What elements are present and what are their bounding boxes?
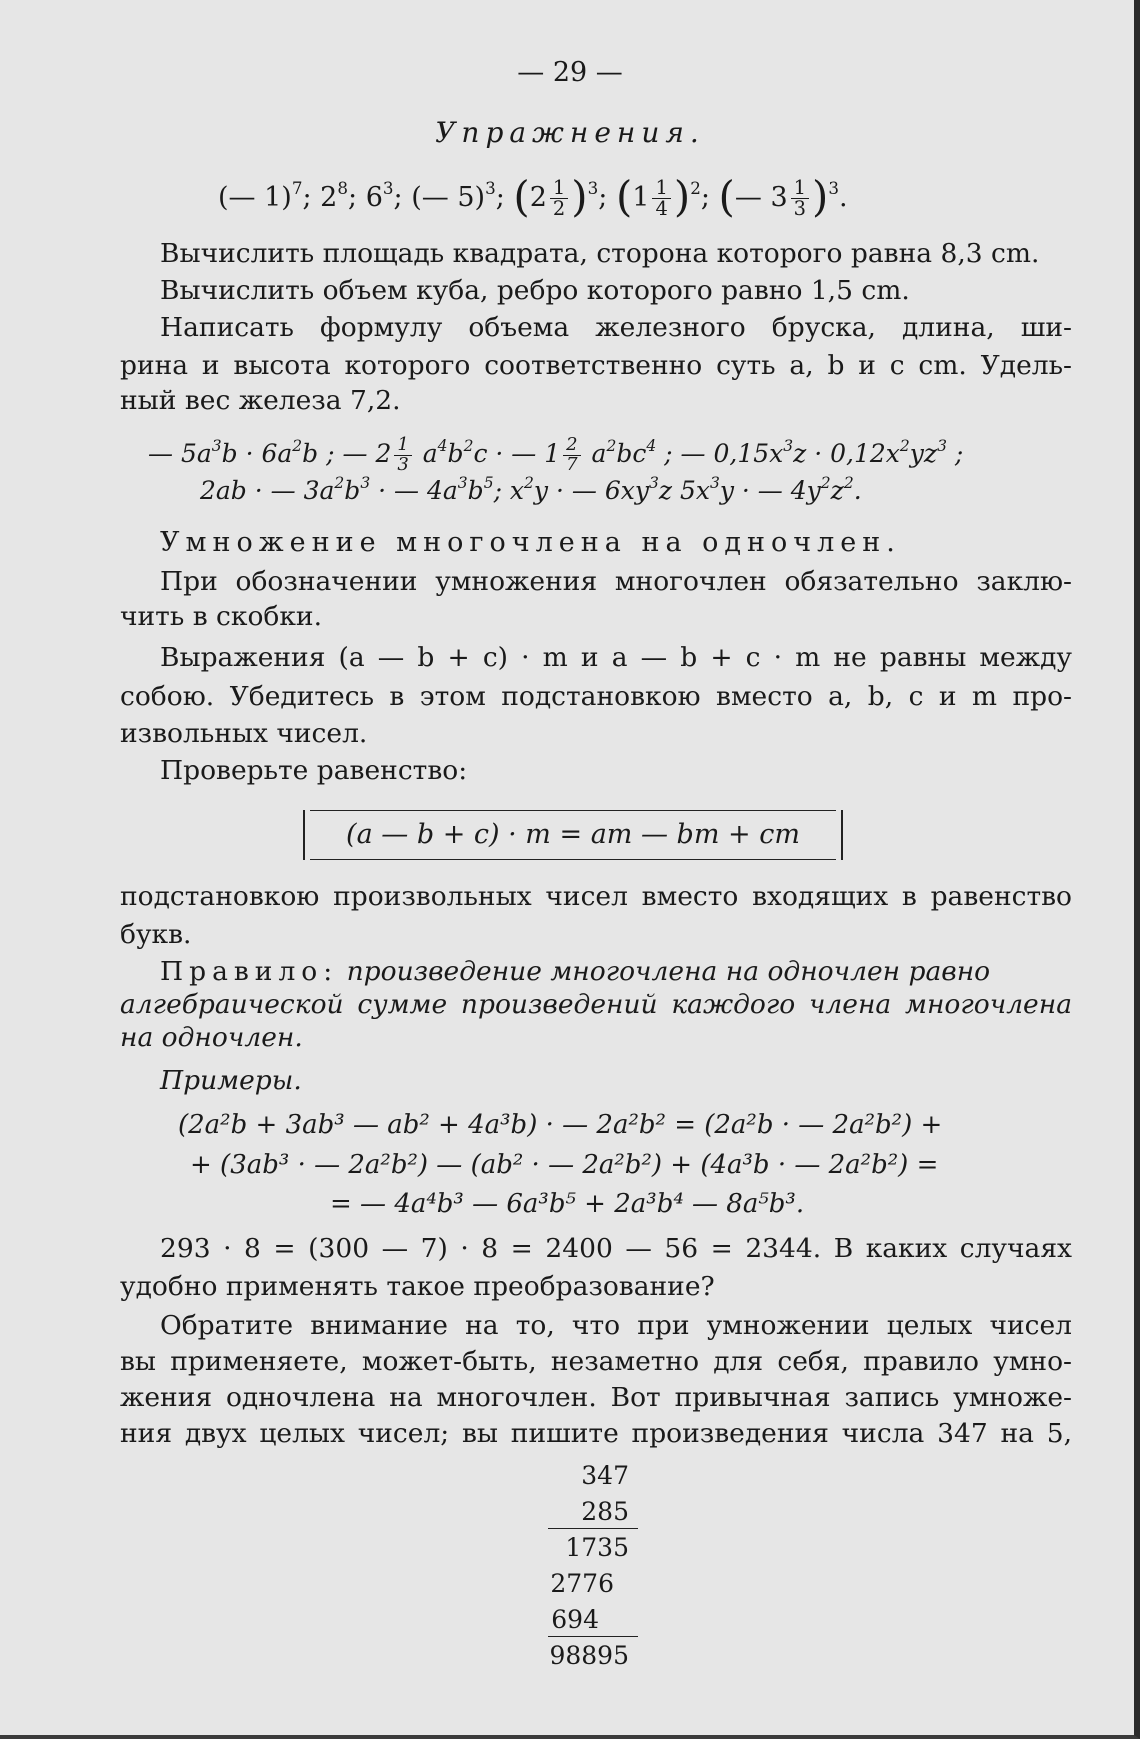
example-line-1: (2a²b + 3ab³ — ab² + 4a³b) · — 2a²b² = (2a²b · — 2a²b²) + xyxy=(178,1110,943,1140)
bar-task-line-3: ный вес железа 7,2. xyxy=(120,385,401,416)
cube-task: Вычислить объем куба, ребро которого равно 1,5 cm. xyxy=(160,275,910,306)
para5-line-2: вы применяете, может-быть, незаметно для себя, правило умно- xyxy=(120,1346,1072,1377)
para3-line-1: подстановкою произвольных чисел вместо входящих в равенство xyxy=(120,881,1072,912)
partial-product-3: 694 xyxy=(551,1605,599,1634)
rule-line-3: на одночлен. xyxy=(120,1022,303,1053)
para5-line-3: жения одночлена на многочлен. Вот привычная запись умноже- xyxy=(120,1382,1072,1413)
boxed-formula-text: (a — b + c) · m = am — bm + cm xyxy=(310,810,836,860)
para4-line-2: удобно применять такое преобразование? xyxy=(120,1271,715,1302)
multiplier: 285 xyxy=(581,1497,629,1526)
check-label: Проверьте равенство: xyxy=(160,755,468,786)
para2-line-1: Выражения (a — b + c) · m и a — b + c · m не равны между xyxy=(160,642,1072,673)
example-line-2: + (3ab³ · — 2a²b²) — (ab² · — 2a²b²) + (4a³b · — 2a²b²) = xyxy=(190,1150,939,1180)
rule-label: Правило: xyxy=(160,956,339,987)
monomials-line-2: 2ab · — $3a^2b^3$ · — $4a^3b^5$; $x^2y$ · — $6xy^3z$ $5x^3y$ · — $4y^2z^2$. xyxy=(200,474,862,505)
rule-line-2: алгебраической сумме произведений каждого члена многочлена xyxy=(120,989,1072,1020)
para1-line-2: чить в скобки. xyxy=(120,601,322,632)
example-line-3: = — 4a⁴b³ — 6a³b⁵ + 2a³b⁴ — 8a⁵b³. xyxy=(330,1189,805,1219)
partial-product-1: 1735 xyxy=(565,1533,629,1562)
para2-line-3: извольных чисел. xyxy=(120,718,368,749)
multiplication-rule-2 xyxy=(548,1636,638,1637)
square-task: Вычислить площадь квадрата, сторона которого равна 8,3 cm. xyxy=(160,238,1040,269)
para5-line-1: Обратите внимание на то, что при умножении целых чисел xyxy=(160,1310,1072,1341)
examples-label: Примеры. xyxy=(160,1065,302,1096)
rule-line-1 xyxy=(160,955,1072,989)
bar-task-line-2: рина и высота которого соответственно суть a, b и c cm. Удель- xyxy=(120,350,1072,381)
monomials-line-1: — $5a^3b \cdot 6a^2b$ ; — 2 $\frac{1}{3}$ $a^4b^2c$ · — 1 $\frac{2}{7}$ $a^2bc^4$ ; — $0,15x^3z \cdot 0,12x^2yz^3$ ; xyxy=(148,434,964,475)
para4-line-1: 293 · 8 = (300 — 7) · 8 = 2400 — 56 = 2344. В каких случаях xyxy=(160,1233,1072,1264)
para5-line-4: ния двух целых чисел; вы пишите произведения числа 347 на 5, xyxy=(120,1418,1072,1449)
bar-task-line-1: Написать формулу объема железного бруска, длина, ши- xyxy=(160,312,1072,343)
multiplication-result: 98895 xyxy=(549,1641,629,1670)
page-number: — 29 — xyxy=(517,57,623,88)
rule-text-1: произведение многочлена на одночлен равно xyxy=(346,956,991,987)
para1-line-1: При обозначении умножения многочлен обязательно заклю- xyxy=(160,566,1072,597)
section-title-multiplication: Умножение многочлена на одночлен. xyxy=(160,527,901,558)
multiplication-rule-1 xyxy=(548,1528,638,1529)
partial-product-2: 2776 xyxy=(550,1569,614,1598)
para2-line-2: собою. Убедитесь в этом подстановкою вместо a, b, c и m про- xyxy=(120,681,1072,712)
powers-exercise: (— 1)$^7$; $2^8$; $6^3$; (— 5)$^3$; (2 $\frac{1}{2}$ )$^3$; (1 $\frac{1}{4}$ )$^2$; (— 3 $\frac{1}{3}$ )$^3$. xyxy=(218,172,848,222)
multiplicand: 347 xyxy=(581,1461,629,1490)
para3-line-2: букв. xyxy=(120,919,192,950)
boxed-formula xyxy=(303,810,843,860)
section-title-exercises: Упражнения. xyxy=(435,116,705,149)
